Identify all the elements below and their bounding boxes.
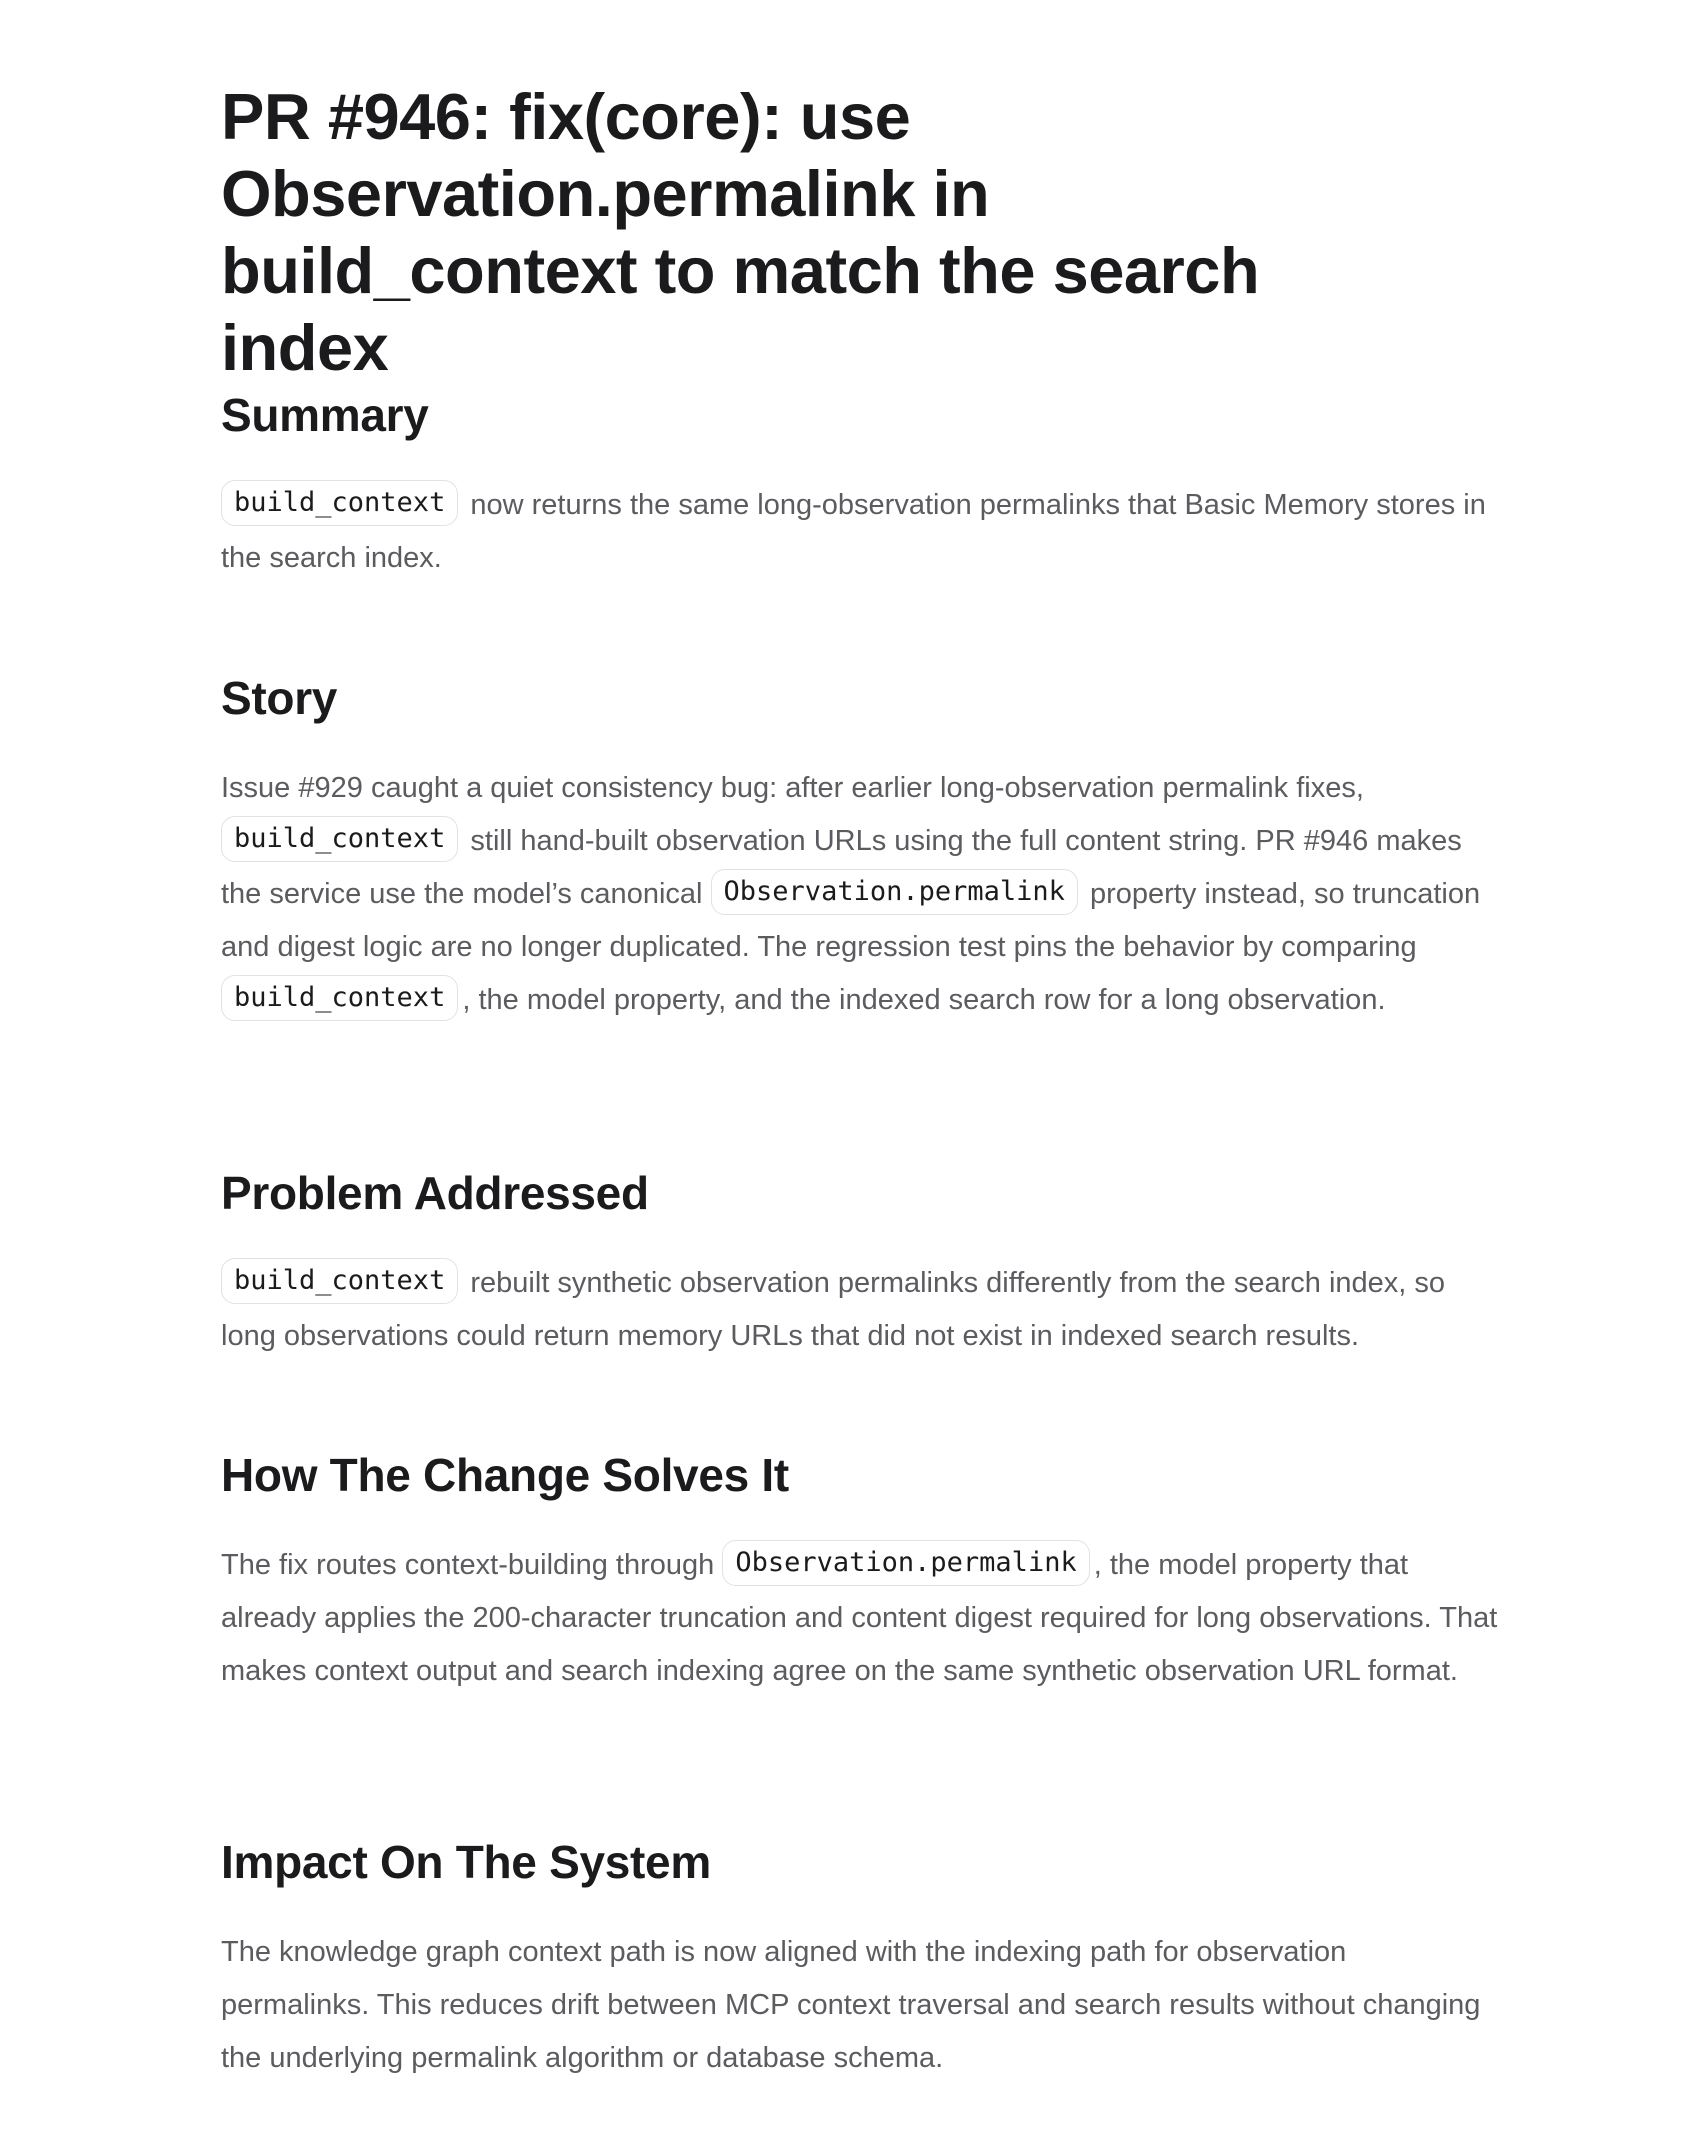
section-story — [221, 670, 1501, 1027]
problem-paragraph — [221, 1257, 1501, 1363]
inline-code: Observation.permalink — [722, 1540, 1089, 1586]
summary-paragraph — [221, 479, 1501, 585]
story-paragraph — [221, 762, 1501, 1027]
inline-code: build_context — [221, 1258, 458, 1304]
inline-code: Observation.permalink — [711, 869, 1078, 915]
how-paragraph — [221, 1539, 1501, 1698]
paragraph-text: The knowledge graph context path is now aligned with the indexing path for observation permalinks. This reduces drift between MCP context traversal and search results without changing the underlying permalink algorithm or database schema. — [221, 1936, 1481, 2074]
inline-code: build_context — [221, 816, 458, 862]
paragraph-text: property instead, so truncation and digest logic are no longer duplicated. The regression test pins the behavior by comparing — [221, 878, 1481, 963]
section-heading-story: Story — [221, 672, 338, 724]
section-summary — [221, 387, 1501, 585]
paragraph-text: still hand-built observation URLs using the full content string. PR #946 makes the service use the model’s canonical — [221, 825, 1462, 910]
paragraph-text: , the model property, and the indexed search row for a long observation. — [462, 984, 1386, 1016]
inline-code: build_context — [221, 480, 458, 526]
impact-paragraph — [221, 1926, 1501, 2085]
paragraph-text: The fix routes context-building through — [221, 1549, 723, 1581]
section-heading-summary: Summary — [221, 389, 429, 441]
paragraph-text: now returns the same long-observation permalinks that Basic Memory stores in the search index. — [221, 489, 1486, 574]
section-impact — [221, 1834, 1501, 2085]
paragraph-text: rebuilt synthetic observation permalinks differently from the search index, so long observations could return memory URLs that did not exist in indexed search results. — [221, 1267, 1446, 1352]
page-title: PR #946: fix(core): use Observation.permalink in build_context to match the search index — [221, 80, 1260, 384]
section-how-change-solves — [221, 1447, 1501, 1698]
section-heading-problem: Problem Addressed — [221, 1167, 649, 1219]
section-heading-impact: Impact On The System — [221, 1836, 711, 1888]
paragraph-text: , the model property that already applies the 200-character truncation and content digest required for long observations. That makes context output and search indexing agree on the same synthetic observation URL format. — [221, 1549, 1498, 1687]
section-heading-how: How The Change Solves It — [221, 1449, 789, 1501]
inline-code: build_context — [221, 975, 458, 1021]
section-problem-addressed — [221, 1165, 1501, 1363]
paragraph-text: Issue #929 caught a quiet consistency bug: after earlier long-observation permalink fixes, — [221, 772, 1364, 804]
